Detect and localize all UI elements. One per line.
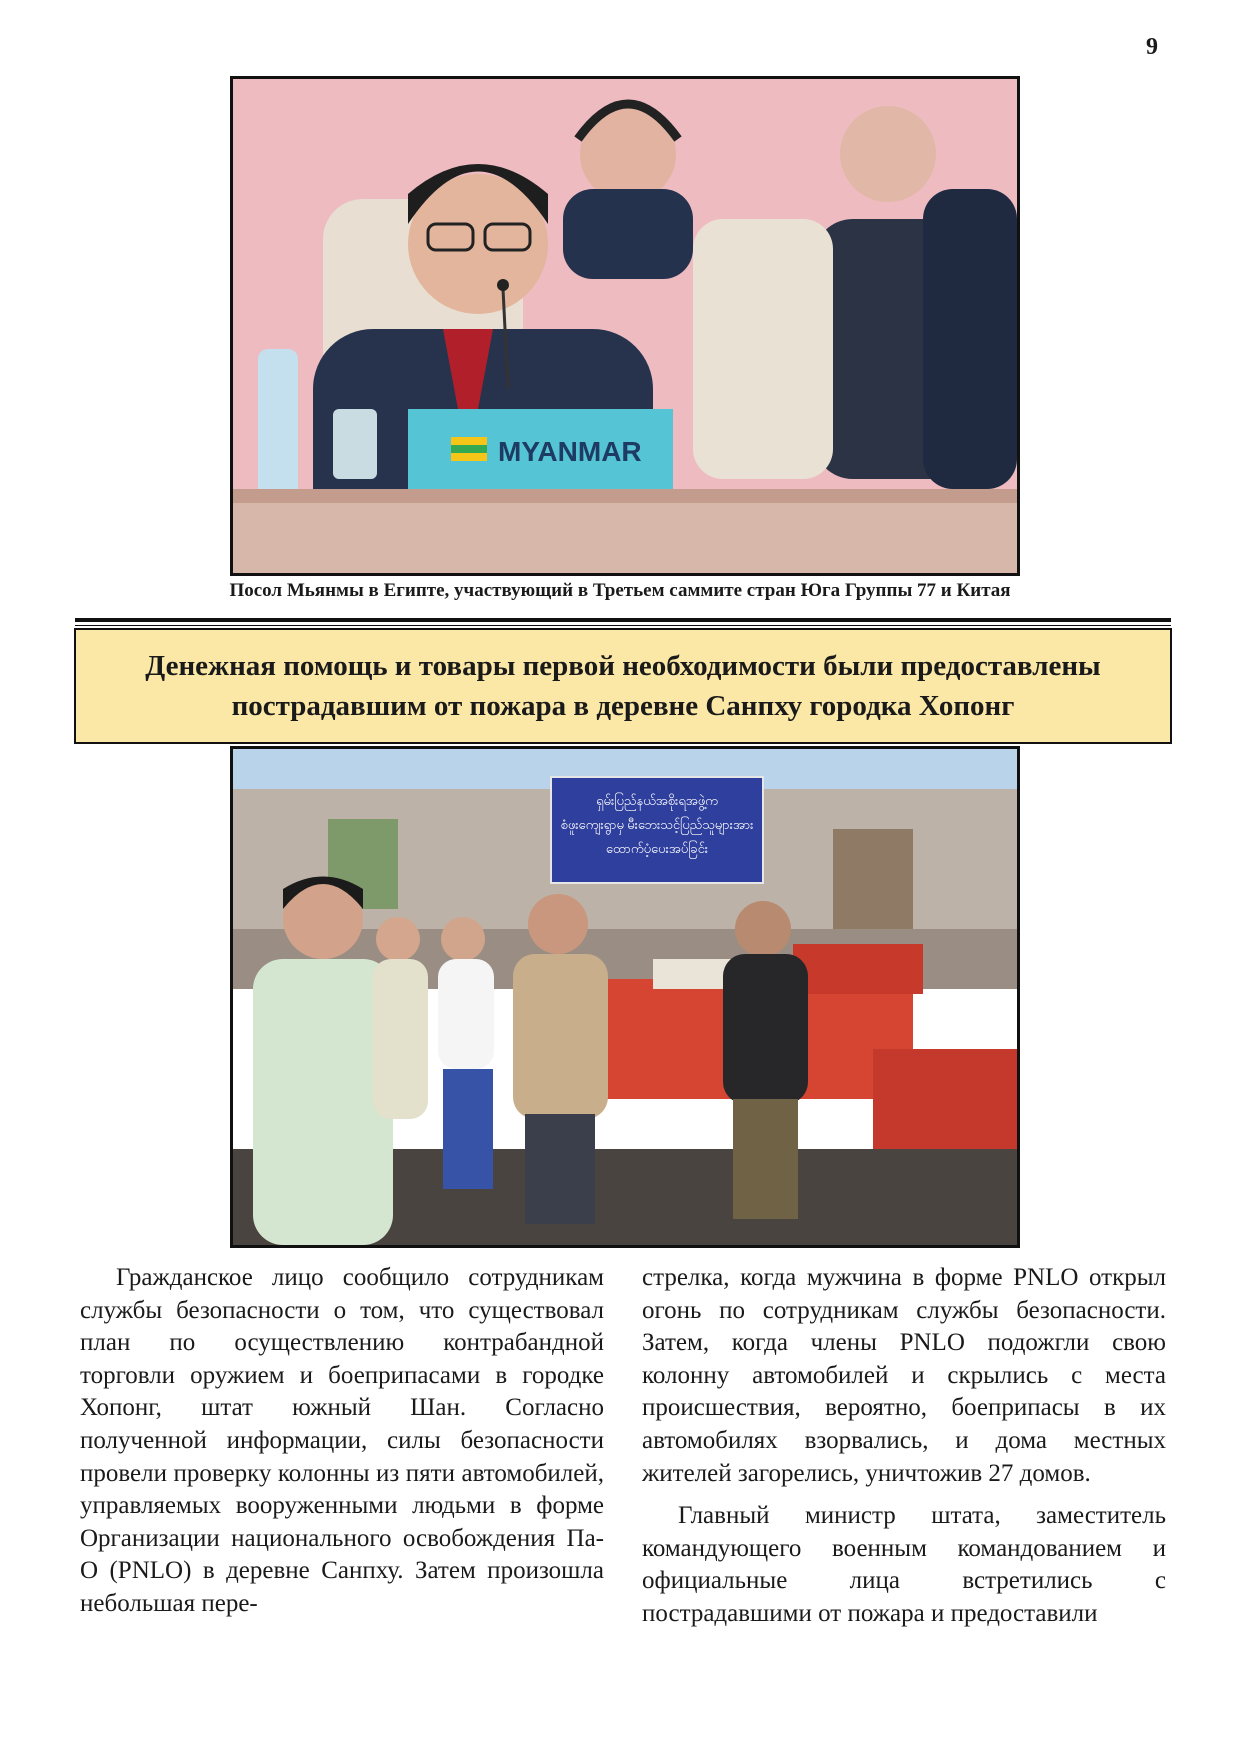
summit-photo xyxy=(230,76,1020,576)
banner-line-2: စံဖူးကျေးရွာမှ မီးဘေးသင့်ပြည်သူများအား xyxy=(560,817,754,832)
section-divider xyxy=(75,618,1171,622)
article-paragraph: Главный министр штата, заместитель командующего военным командованием и официальные лица встретились с пострадавшими от пожара и предоставили xyxy=(642,1502,1166,1627)
banner-line-1: ရှမ်းပြည်နယ်အစိုးရအဖွဲ့က xyxy=(596,793,718,808)
section-divider-thin xyxy=(75,625,1171,626)
article-column-left xyxy=(80,1262,604,1631)
article-paragraph: Гражданское лицо сообщило сотрудникам службы безопасности о том, что существовал план по осуществлению контрабандной торговли оружием и боеприпасами в городке Хопонг, штат южный Шан. Согласно полученной информации, силы безопасности провели проверку колонны из пяти автомобилей, управляемых вооруженными людьми в форме Организации национального освобождения Па-О (PNLO) в деревне Санпху. Затем произошла небольшая пере- xyxy=(80,1264,604,1617)
photo-caption: Посол Мьянмы в Египте, участвующий в Третьем саммите стран Юга Группы 77 и Китая xyxy=(229,580,1011,601)
headline-line-1: Денежная помощь и товары первой необходимости были предоставлены xyxy=(145,650,1101,682)
article-paragraph: стрелка, когда мужчина в форме PNLO открыл огонь по сотрудникам службы безопасности. Затем, когда члены PNLO подожгли свою колонну автомобилей и скрылись с места происшествия, вероятно, боеприпасы в их автомобилях взорвались, и дома местных жителей загорелись, уничтожив 27 домов. xyxy=(642,1264,1166,1487)
page-number: 9 xyxy=(1146,34,1158,60)
aid-distribution-photo xyxy=(230,746,1020,1248)
article-headline xyxy=(74,628,1172,744)
banner-line-3: ထောက်ပံ့ပေးအပ်ခြင်း xyxy=(605,841,709,856)
nameplate-text: MYANMAR xyxy=(498,436,642,467)
article-column-right xyxy=(642,1262,1166,1641)
headline-line-2: пострадавшим от пожара в деревне Санпху городка Хопонг xyxy=(231,690,1015,722)
